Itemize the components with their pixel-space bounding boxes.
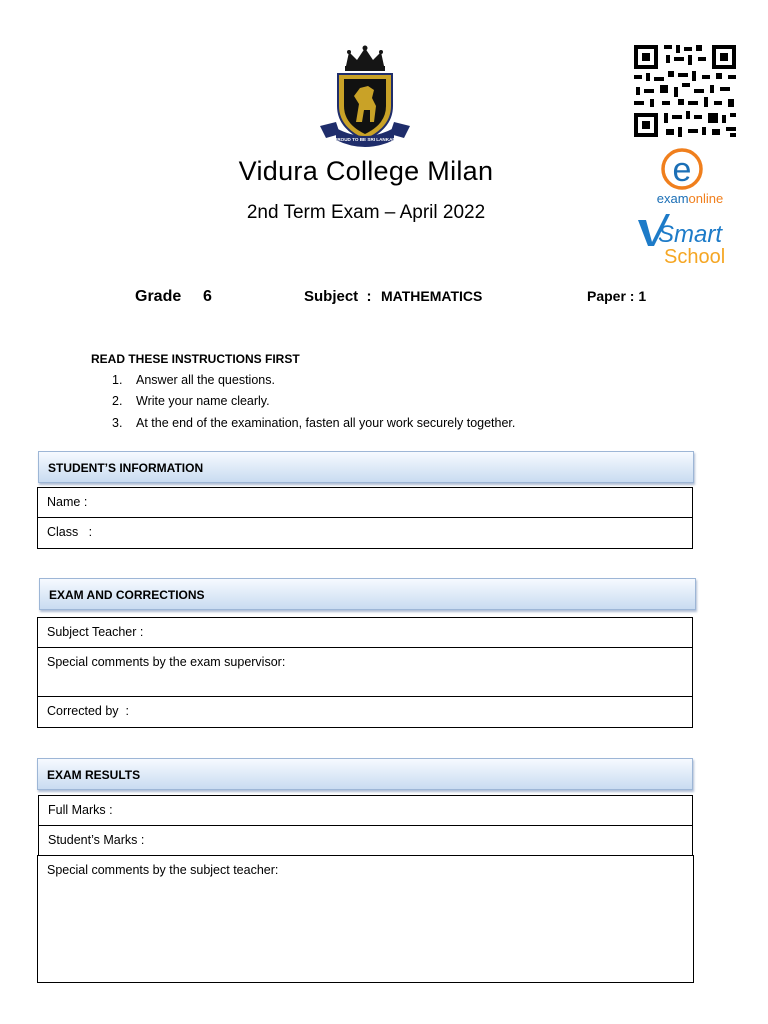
- supervisor-comments-label: Special comments by the exam supervisor:: [47, 655, 286, 669]
- instruction-item: [112, 394, 270, 408]
- instruction-number: 1.: [112, 373, 123, 387]
- subject-teacher-label: Subject Teacher :: [47, 625, 144, 639]
- examonline-text-exam: exam: [656, 191, 689, 206]
- examonline-text-online: online: [688, 191, 724, 206]
- teacher-comments-label: Special comments by the subject teacher:: [47, 863, 279, 877]
- subject-value: MATHEMATICS: [381, 288, 483, 304]
- corrected-by-field[interactable]: [37, 696, 693, 728]
- student-info-header: STUDENT’S INFORMATION: [38, 451, 694, 483]
- instructions-heading: READ THESE INSTRUCTIONS FIRST: [91, 352, 300, 366]
- examonline-letter: e: [672, 151, 692, 189]
- student-marks-field[interactable]: [38, 825, 693, 856]
- instruction-text: Answer all the questions.: [136, 373, 275, 387]
- supervisor-comments-field[interactable]: [37, 647, 693, 697]
- exam-corrections-header: EXAM AND CORRECTIONS: [39, 578, 696, 610]
- teacher-comments-field[interactable]: [37, 855, 694, 983]
- college-crest-logo: [316, 44, 414, 150]
- instruction-number: 3.: [112, 416, 123, 430]
- full-marks-field[interactable]: [38, 795, 693, 826]
- school-name: Vidura College Milan: [238, 156, 494, 186]
- paper-label: Paper : 1: [587, 288, 647, 304]
- student-marks-label: Student’s Marks :: [48, 833, 145, 847]
- class-label: Class :: [47, 525, 93, 539]
- vsmart-text-smart: Smart: [658, 221, 723, 248]
- instruction-item: [112, 373, 275, 387]
- qr-code-icon: [632, 43, 738, 139]
- instruction-text: Write your name clearly.: [136, 394, 270, 408]
- instruction-number: 2.: [112, 394, 123, 408]
- subject-label: Subject :: [304, 288, 372, 305]
- grade-label: Grade: [135, 288, 182, 305]
- instruction-item: [112, 416, 515, 430]
- grade-value: 6: [203, 288, 212, 305]
- full-marks-label: Full Marks :: [48, 803, 113, 817]
- name-label: Name :: [47, 495, 88, 509]
- exam-results-header: EXAM RESULTS: [37, 758, 693, 790]
- class-field[interactable]: [37, 517, 693, 549]
- name-field[interactable]: [37, 487, 693, 518]
- vsmart-text-school: School: [664, 246, 726, 266]
- instruction-text: At the end of the examination, fasten all your work securely together.: [136, 416, 516, 430]
- corrected-by-label: Corrected by :: [47, 704, 129, 718]
- crest-banner-text: PROUD TO BE SRI LANKAN: [334, 137, 396, 142]
- exam-title: 2nd Term Exam – April 2022: [246, 202, 486, 223]
- subject-teacher-field[interactable]: [37, 617, 693, 648]
